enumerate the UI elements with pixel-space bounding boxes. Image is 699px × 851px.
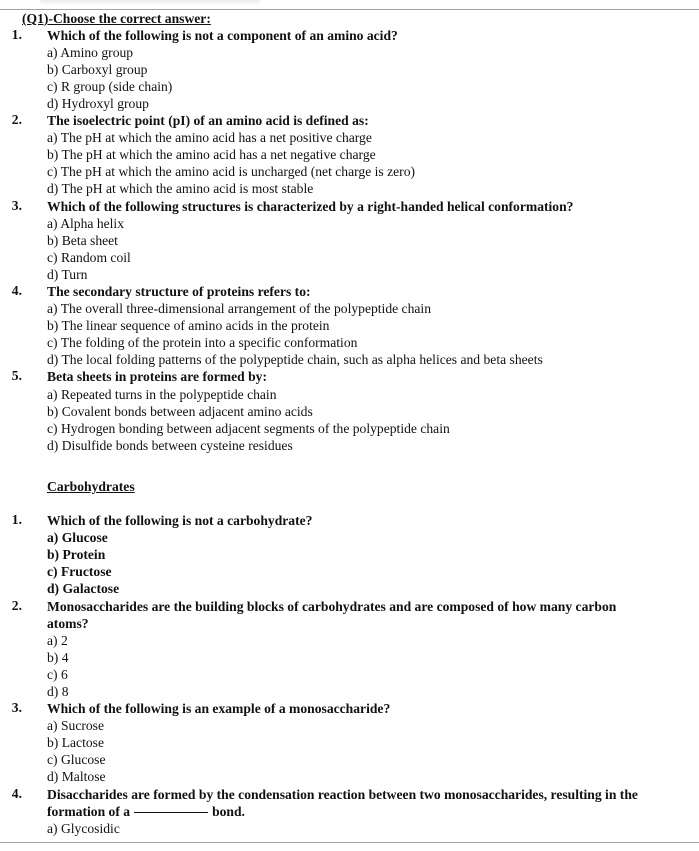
question-number: 3. [11,700,22,715]
answer-option: c) Glucose [47,752,106,767]
question-text: Which of the following is not a carbohydrate? [47,513,313,528]
section-heading-carbohydrates: Carbohydrates [47,479,135,494]
answer-option: b) The pH at which the amino acid has a net negative charge [47,147,376,162]
answer-option: d) Galactose [47,581,120,596]
question-text-after-blank: bond. [212,804,245,819]
answer-option: d) Maltose [47,769,106,784]
question-text: Monosaccharides are the building blocks of carbohydrates and are composed of how many carbon [47,599,617,614]
answer-option: a) The overall three-dimensional arrangement of the polypeptide chain [47,301,431,316]
fill-in-blank [134,812,208,813]
answer-option: a) Amino group [47,45,134,60]
answer-option: b) Protein [47,547,106,562]
question-number: 2. [11,598,22,613]
answer-option: a) Glycosidic [47,821,120,836]
answer-option: c) 6 [47,667,68,682]
question-number: 2. [11,112,22,127]
question-number: 1. [11,27,22,42]
answer-option: d) Hydroxyl group [47,96,149,111]
question-number: 4. [11,786,22,801]
question-text: Which of the following structures is characterized by a right-handed helical conformation? [47,199,574,214]
answer-option: b) Carboxyl group [47,62,148,77]
answer-option: a) 2 [47,633,68,648]
answer-option: a) Sucrose [47,718,104,733]
section-heading-q1: (Q1)-Choose the correct answer: [22,11,211,26]
question-text: Which of the following is not a component of an amino acid? [47,28,398,43]
question-number: 5. [11,368,22,383]
question-number: 3. [11,198,22,213]
answer-option: d) The local folding patterns of the polypeptide chain, such as alpha helices and beta sheets [47,352,543,367]
question-number: 4. [11,283,22,298]
answer-option: c) The pH at which the amino acid is uncharged (net charge is zero) [47,164,416,179]
question-text: The secondary structure of proteins refers to: [47,284,311,299]
question-number: 1. [11,512,22,527]
question-text-continued: atoms? [47,616,89,631]
answer-option: c) R group (side chain) [47,79,173,94]
answer-option: d) Turn [47,267,88,282]
answer-option: c) The folding of the protein into a specific conformation [47,335,358,350]
question-text-continued [47,803,245,820]
answer-option: b) Covalent bonds between adjacent amino acids [47,404,313,419]
answer-option: a) Glucose [47,530,108,545]
answer-option: a) Repeated turns in the polypeptide chain [47,387,277,402]
answer-option: b) The linear sequence of amino acids in the protein [47,318,330,333]
question-text: Which of the following is an example of a monosaccharide? [47,701,391,716]
answer-option: b) Beta sheet [47,233,118,248]
page-edge-shadow [40,0,260,6]
question-text: Disaccharides are formed by the condensation reaction between two monosaccharides, resulting in the [47,787,638,802]
answer-option: d) 8 [47,684,69,699]
answer-option: d) The pH at which the amino acid is most stable [47,181,314,196]
answer-option: c) Fructose [47,564,112,579]
answer-option: d) Disulfide bonds between cysteine residues [47,438,293,453]
answer-option: b) Lactose [47,735,104,750]
question-text: The isoelectric point (pI) of an amino acid is defined as: [47,113,369,128]
answer-option: a) The pH at which the amino acid has a net positive charge [47,130,372,145]
question-text: Beta sheets in proteins are formed by: [47,369,267,384]
answer-option: a) Alpha helix [47,216,125,231]
answer-option: c) Hydrogen bonding between adjacent segments of the polypeptide chain [47,421,450,436]
question-text-before-blank: formation of a [47,804,131,819]
answer-option: c) Random coil [47,250,131,265]
answer-option: b) 4 [47,650,69,665]
